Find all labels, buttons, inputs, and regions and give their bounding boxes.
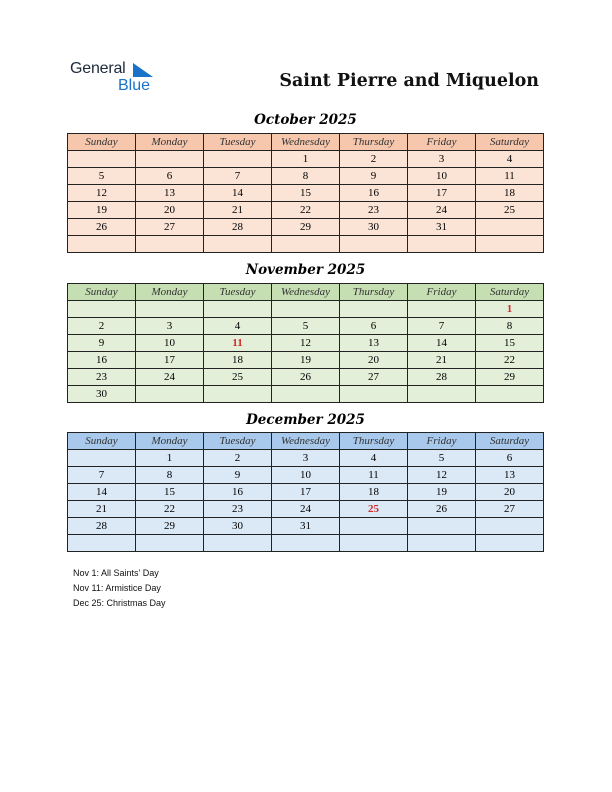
empty-day-cell (68, 151, 136, 168)
day-cell: 8 (476, 318, 544, 335)
day-cell: 16 (204, 484, 272, 501)
weekday-header-monday: Monday (136, 134, 204, 151)
day-cell: 21 (408, 352, 476, 369)
holiday-note: Nov 11: Armistice Day (73, 583, 161, 593)
day-cell: 4 (476, 151, 544, 168)
empty-day-cell (136, 301, 204, 318)
day-cell: 15 (136, 484, 204, 501)
week-row (68, 301, 544, 318)
holiday-notes (73, 566, 166, 611)
empty-day-cell (272, 386, 340, 403)
empty-day-cell (272, 236, 340, 253)
day-cell: 23 (340, 202, 408, 219)
day-cell: 5 (272, 318, 340, 335)
day-cell: 2 (204, 450, 272, 467)
weekday-header-friday: Friday (408, 134, 476, 151)
logo-blue-text: Blue (118, 77, 151, 94)
weekday-header-row (68, 433, 544, 450)
weekday-header-sunday: Sunday (68, 134, 136, 151)
day-cell: 24 (272, 501, 340, 518)
empty-day-cell (340, 236, 408, 253)
weekday-header-tuesday: Tuesday (204, 134, 272, 151)
day-cell: 30 (204, 518, 272, 535)
day-cell: 18 (204, 352, 272, 369)
empty-day-cell (408, 535, 476, 552)
day-cell: 31 (408, 219, 476, 236)
week-row (68, 168, 544, 185)
day-cell: 22 (476, 352, 544, 369)
day-cell: 7 (204, 168, 272, 185)
day-cell: 2 (340, 151, 408, 168)
day-cell: 17 (136, 352, 204, 369)
weekday-header-row (68, 284, 544, 301)
empty-day-cell (204, 535, 272, 552)
logo-general-text: General (70, 60, 126, 77)
day-cell: 4 (204, 318, 272, 335)
day-cell: 19 (272, 352, 340, 369)
day-cell: 27 (340, 369, 408, 386)
empty-day-cell (476, 386, 544, 403)
day-cell: 27 (476, 501, 544, 518)
day-cell: 28 (204, 219, 272, 236)
day-cell: 11 (476, 168, 544, 185)
empty-day-cell (476, 219, 544, 236)
empty-day-cell (136, 535, 204, 552)
day-cell: 24 (136, 369, 204, 386)
day-cell: 6 (340, 318, 408, 335)
day-cell: 26 (408, 501, 476, 518)
day-cell: 9 (204, 467, 272, 484)
day-cell: 1 (272, 151, 340, 168)
day-cell: 29 (272, 219, 340, 236)
day-cell: 12 (272, 335, 340, 352)
empty-day-cell (476, 535, 544, 552)
week-row (68, 352, 544, 369)
day-cell: 16 (340, 185, 408, 202)
week-row (68, 450, 544, 467)
week-row (68, 335, 544, 352)
week-row (68, 185, 544, 202)
day-cell: 11 (340, 467, 408, 484)
day-cell: 26 (272, 369, 340, 386)
day-cell: 13 (476, 467, 544, 484)
day-cell: 6 (476, 450, 544, 467)
week-row (68, 386, 544, 403)
day-cell: 19 (408, 484, 476, 501)
weekday-header-monday: Monday (136, 433, 204, 450)
empty-day-cell (204, 236, 272, 253)
day-cell: 21 (68, 501, 136, 518)
weekday-header-saturday: Saturday (476, 134, 544, 151)
weekday-header-thursday: Thursday (340, 284, 408, 301)
day-cell: 3 (408, 151, 476, 168)
weekday-header-monday: Monday (136, 284, 204, 301)
weekday-header-wednesday: Wednesday (272, 134, 340, 151)
day-cell: 8 (272, 168, 340, 185)
empty-day-cell (272, 301, 340, 318)
weekday-header-tuesday: Tuesday (204, 284, 272, 301)
empty-day-cell (340, 535, 408, 552)
week-row (68, 236, 544, 253)
logo-flag-icon (133, 63, 153, 77)
day-cell: 12 (68, 185, 136, 202)
day-cell: 20 (476, 484, 544, 501)
day-cell: 30 (68, 386, 136, 403)
day-cell: 21 (204, 202, 272, 219)
day-cell: 9 (68, 335, 136, 352)
empty-day-cell (68, 301, 136, 318)
day-cell: 10 (408, 168, 476, 185)
empty-day-cell (68, 450, 136, 467)
empty-day-cell (136, 151, 204, 168)
weekday-header-wednesday: Wednesday (272, 284, 340, 301)
week-row (68, 535, 544, 552)
empty-day-cell (476, 236, 544, 253)
holiday-day-cell: 11 (204, 335, 272, 352)
week-row (68, 151, 544, 168)
week-row (68, 501, 544, 518)
calendar-november (67, 283, 544, 403)
month-title-november: November 2025 (245, 262, 366, 278)
calendar-december (67, 432, 544, 552)
day-cell: 14 (204, 185, 272, 202)
weekday-header-saturday: Saturday (476, 284, 544, 301)
day-cell: 10 (272, 467, 340, 484)
empty-day-cell (340, 301, 408, 318)
empty-day-cell (340, 518, 408, 535)
empty-day-cell (408, 518, 476, 535)
holiday-day-cell: 1 (476, 301, 544, 318)
day-cell: 5 (68, 168, 136, 185)
weekday-header-saturday: Saturday (476, 433, 544, 450)
day-cell: 7 (408, 318, 476, 335)
day-cell: 13 (136, 185, 204, 202)
month-title-october: October 2025 (254, 112, 357, 128)
day-cell: 6 (136, 168, 204, 185)
weekday-header-wednesday: Wednesday (272, 433, 340, 450)
calendar-october (67, 133, 544, 253)
week-row (68, 318, 544, 335)
empty-day-cell (68, 535, 136, 552)
day-cell: 17 (272, 484, 340, 501)
weekday-header-thursday: Thursday (340, 433, 408, 450)
day-cell: 25 (204, 369, 272, 386)
empty-day-cell (476, 518, 544, 535)
day-cell: 19 (68, 202, 136, 219)
day-cell: 27 (136, 219, 204, 236)
day-cell: 28 (408, 369, 476, 386)
day-cell: 5 (408, 450, 476, 467)
weekday-header-thursday: Thursday (340, 134, 408, 151)
weekday-header-sunday: Sunday (68, 284, 136, 301)
empty-day-cell (204, 386, 272, 403)
weekday-header-friday: Friday (408, 433, 476, 450)
day-cell: 20 (340, 352, 408, 369)
week-row (68, 369, 544, 386)
day-cell: 14 (68, 484, 136, 501)
holiday-note: Dec 25: Christmas Day (73, 598, 166, 608)
empty-day-cell (136, 236, 204, 253)
day-cell: 20 (136, 202, 204, 219)
day-cell: 3 (272, 450, 340, 467)
weekday-header-row (68, 134, 544, 151)
week-row (68, 518, 544, 535)
day-cell: 15 (272, 185, 340, 202)
day-cell: 22 (136, 501, 204, 518)
day-cell: 28 (68, 518, 136, 535)
month-title-december: December 2025 (246, 412, 365, 428)
day-cell: 30 (340, 219, 408, 236)
day-cell: 25 (476, 202, 544, 219)
day-cell: 10 (136, 335, 204, 352)
day-cell: 18 (340, 484, 408, 501)
empty-day-cell (408, 301, 476, 318)
holiday-note: Nov 1: All Saints’ Day (73, 568, 159, 578)
day-cell: 18 (476, 185, 544, 202)
day-cell: 12 (408, 467, 476, 484)
empty-day-cell (204, 151, 272, 168)
empty-day-cell (136, 386, 204, 403)
day-cell: 14 (408, 335, 476, 352)
week-row (68, 202, 544, 219)
day-cell: 26 (68, 219, 136, 236)
empty-day-cell (68, 236, 136, 253)
day-cell: 13 (340, 335, 408, 352)
day-cell: 24 (408, 202, 476, 219)
day-cell: 4 (340, 450, 408, 467)
day-cell: 1 (136, 450, 204, 467)
empty-day-cell (272, 535, 340, 552)
day-cell: 2 (68, 318, 136, 335)
day-cell: 7 (68, 467, 136, 484)
week-row (68, 467, 544, 484)
weekday-header-tuesday: Tuesday (204, 433, 272, 450)
day-cell: 22 (272, 202, 340, 219)
day-cell: 9 (340, 168, 408, 185)
day-cell: 16 (68, 352, 136, 369)
day-cell: 8 (136, 467, 204, 484)
day-cell: 15 (476, 335, 544, 352)
day-cell: 17 (408, 185, 476, 202)
empty-day-cell (340, 386, 408, 403)
empty-day-cell (204, 301, 272, 318)
day-cell: 3 (136, 318, 204, 335)
day-cell: 29 (136, 518, 204, 535)
day-cell: 23 (204, 501, 272, 518)
day-cell: 23 (68, 369, 136, 386)
weekday-header-friday: Friday (408, 284, 476, 301)
day-cell: 31 (272, 518, 340, 535)
week-row (68, 484, 544, 501)
empty-day-cell (408, 386, 476, 403)
empty-day-cell (408, 236, 476, 253)
weekday-header-sunday: Sunday (68, 433, 136, 450)
country-title: Saint Pierre and Miquelon (279, 71, 539, 91)
logo (70, 60, 170, 96)
week-row (68, 219, 544, 236)
day-cell: 29 (476, 369, 544, 386)
holiday-day-cell: 25 (340, 501, 408, 518)
